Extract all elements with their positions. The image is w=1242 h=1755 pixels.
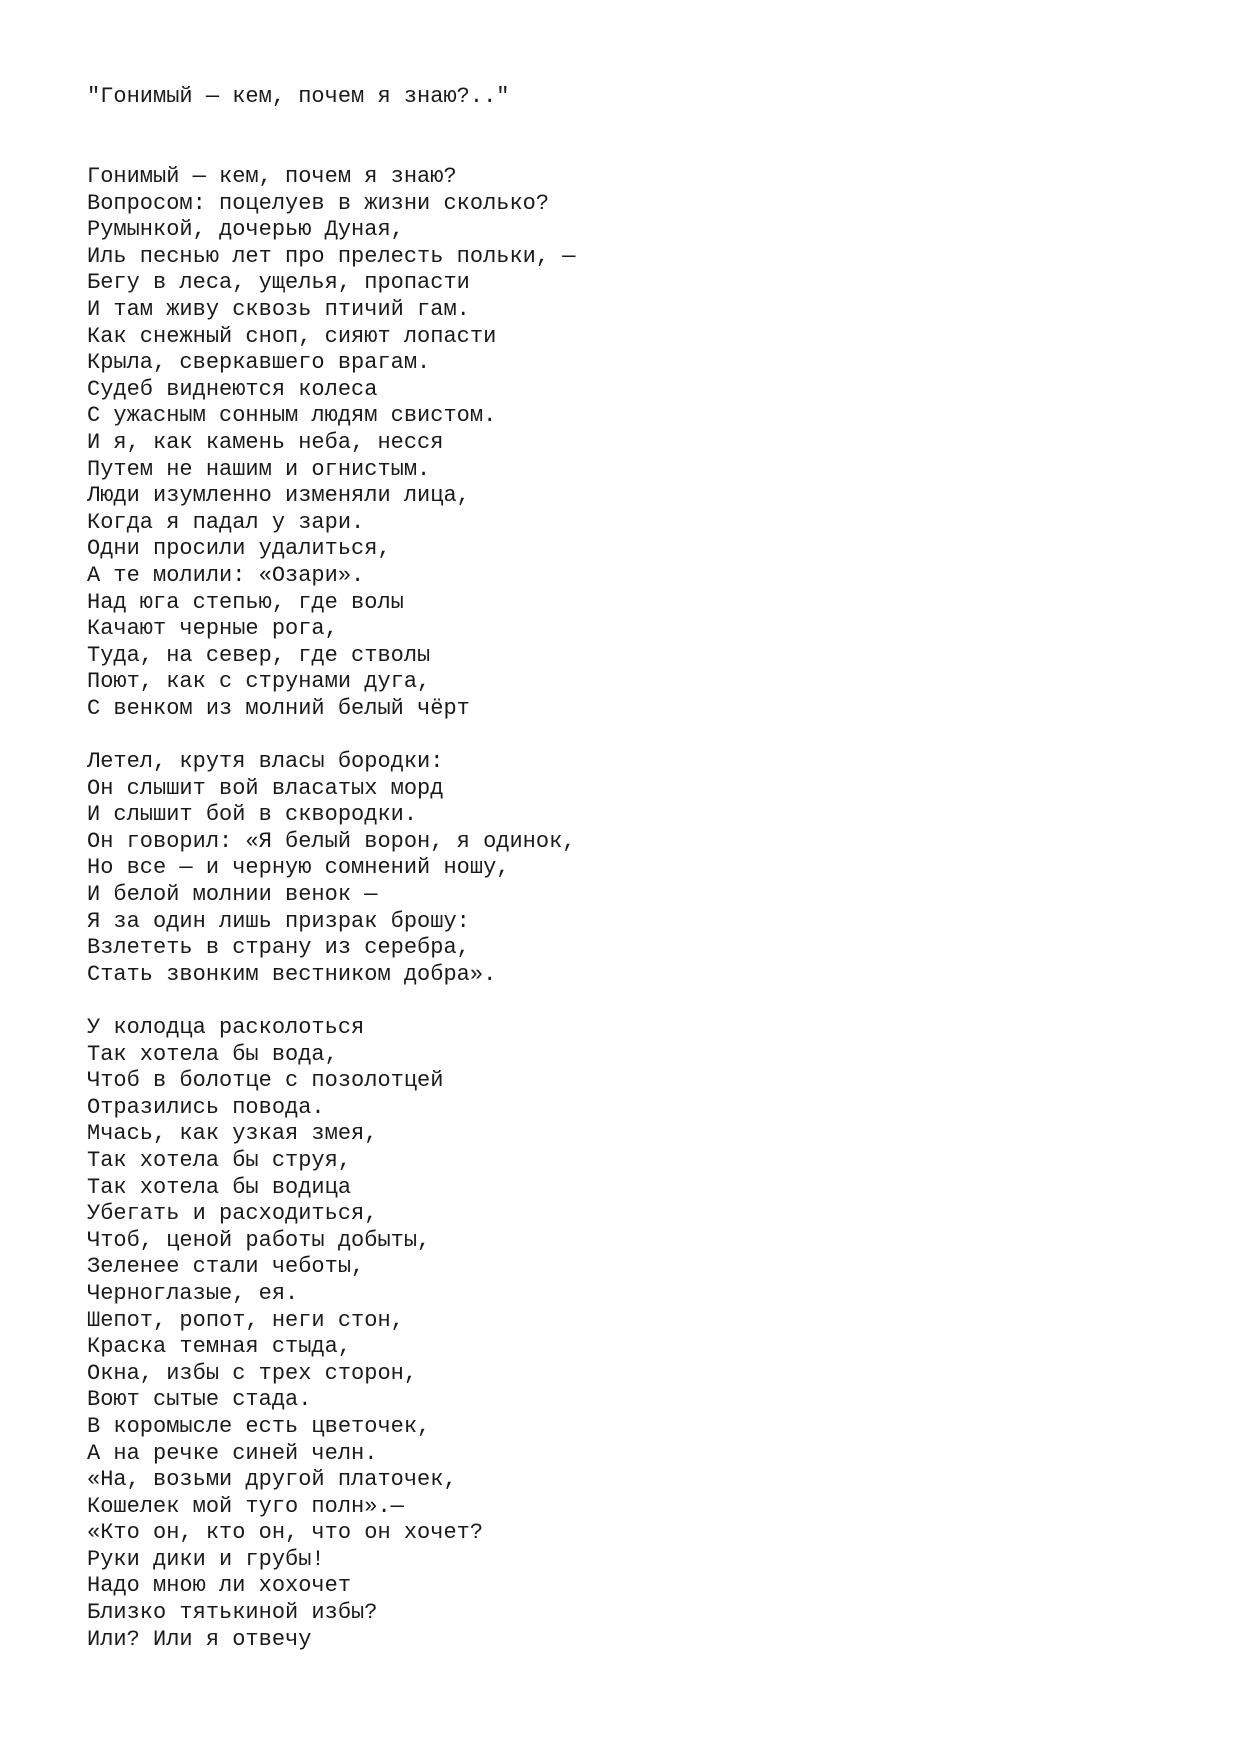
poem-line: Зеленее стали чеботы, — [87, 1254, 365, 1280]
poem-line: Шепот, ропот, неги стон, — [87, 1307, 404, 1333]
poem-line: И слышит бой в сквородки. — [87, 802, 418, 828]
poem-line: Когда я падал у зари. — [87, 509, 365, 535]
poem-line: В коромысле есть цветочек, — [87, 1413, 431, 1439]
poem-line: «На, возьми другой платочек, — [87, 1467, 457, 1493]
poem-line: Судеб виднеются колеса — [87, 376, 378, 402]
stanza — [87, 1015, 575, 1653]
poem-line: Так хотела бы вода, — [87, 1041, 338, 1067]
poem-line: С ужасным сонным людям свистом. — [87, 403, 497, 429]
poem-line: Надо мною ли хохочет — [87, 1573, 352, 1599]
poem-line: Иль песнью лет про прелесть польки, — — [87, 243, 576, 269]
stanza — [87, 749, 575, 988]
poem-line: Качают черные рога, — [87, 616, 338, 642]
poem-line: Воют сытые стада. — [87, 1387, 312, 1413]
poem-line: Туда, на север, где стволы — [87, 642, 431, 668]
poem-line: Убегать и расходиться, — [87, 1201, 378, 1227]
poem-line: Как снежный сноп, сияют лопасти — [87, 323, 497, 349]
poem-line: А те молили: «Озари». — [87, 562, 365, 588]
poem-line: Над юга степью, где волы — [87, 589, 404, 615]
poem-line: И я, как камень неба, несся — [87, 429, 444, 455]
poem-line: Я за один лишь призрак брошу: — [87, 908, 470, 934]
poem-line: Гонимый — кем, почем я знаю? — [87, 164, 457, 189]
poem-line: Люди изумленно изменяли лица, — [87, 483, 470, 509]
poem-line: У колодца расколоться — [87, 1015, 365, 1040]
poem-line: Румынкой, дочерью Дуная, — [87, 217, 404, 243]
poem-line: Он слышит вой власатых морд — [87, 775, 444, 801]
poem-line: Летел, крутя власы бородки: — [87, 749, 444, 775]
poem-line: И белой молнии венок — — [87, 882, 378, 908]
poem-title: "Гонимый — кем, почем я знаю?.." — [87, 84, 510, 109]
poem-line: Руки дики и грубы! — [87, 1546, 325, 1572]
poem-line: Крыла, сверкавшего врагам. — [87, 350, 431, 376]
poem-line: Одни просили удалиться, — [87, 536, 391, 562]
poem-line: Он говорил: «Я белый ворон, я одинок, — [87, 828, 576, 854]
poem-line: Так хотела бы струя, — [87, 1147, 352, 1173]
poem-line: А на речке синей челн. — [87, 1440, 378, 1466]
poem-line: Поют, как с струнами дуга, — [87, 669, 431, 695]
poem-line: Вопросом: поцелуев в жизни сколько? — [87, 190, 550, 216]
poem-line: Окна, избы с трех сторон, — [87, 1360, 418, 1386]
poem-body — [87, 164, 575, 1653]
poem-line: И там живу сквозь птичий гам. — [87, 296, 470, 322]
poem-line: С венком из молний белый чёрт — [87, 695, 470, 721]
poem-line: Кошелек мой туго полн».— — [87, 1493, 404, 1519]
poem-line: Близко тятькиной избы? — [87, 1600, 378, 1626]
poem-line: Мчась, как узкая змея, — [87, 1121, 378, 1147]
stanza — [87, 164, 575, 722]
poem-line: Чтоб, ценой работы добыты, — [87, 1227, 431, 1253]
poem-line: Но все — и черную сомнений ношу, — [87, 855, 510, 881]
poem-line: Взлететь в страну из серебра, — [87, 935, 470, 961]
poem-line: Отразились повода. — [87, 1094, 325, 1120]
poem-line: Стать звонким вестником добра». — [87, 961, 497, 987]
poem-line: Бегу в леса, ущелья, пропасти — [87, 270, 470, 296]
poem-line: «Кто он, кто он, что он хочет? — [87, 1520, 484, 1546]
poem-line: Черноглазые, ея. — [87, 1280, 299, 1306]
poem-line: Чтоб в болотце с позолотцей — [87, 1068, 444, 1094]
poem-line: Или? Или я отвечу — [87, 1626, 312, 1652]
poem-line: Так хотела бы водица — [87, 1174, 352, 1200]
poem-line: Путем не нашим и огнистым. — [87, 456, 431, 482]
poem-line: Краска темная стыда, — [87, 1334, 352, 1360]
